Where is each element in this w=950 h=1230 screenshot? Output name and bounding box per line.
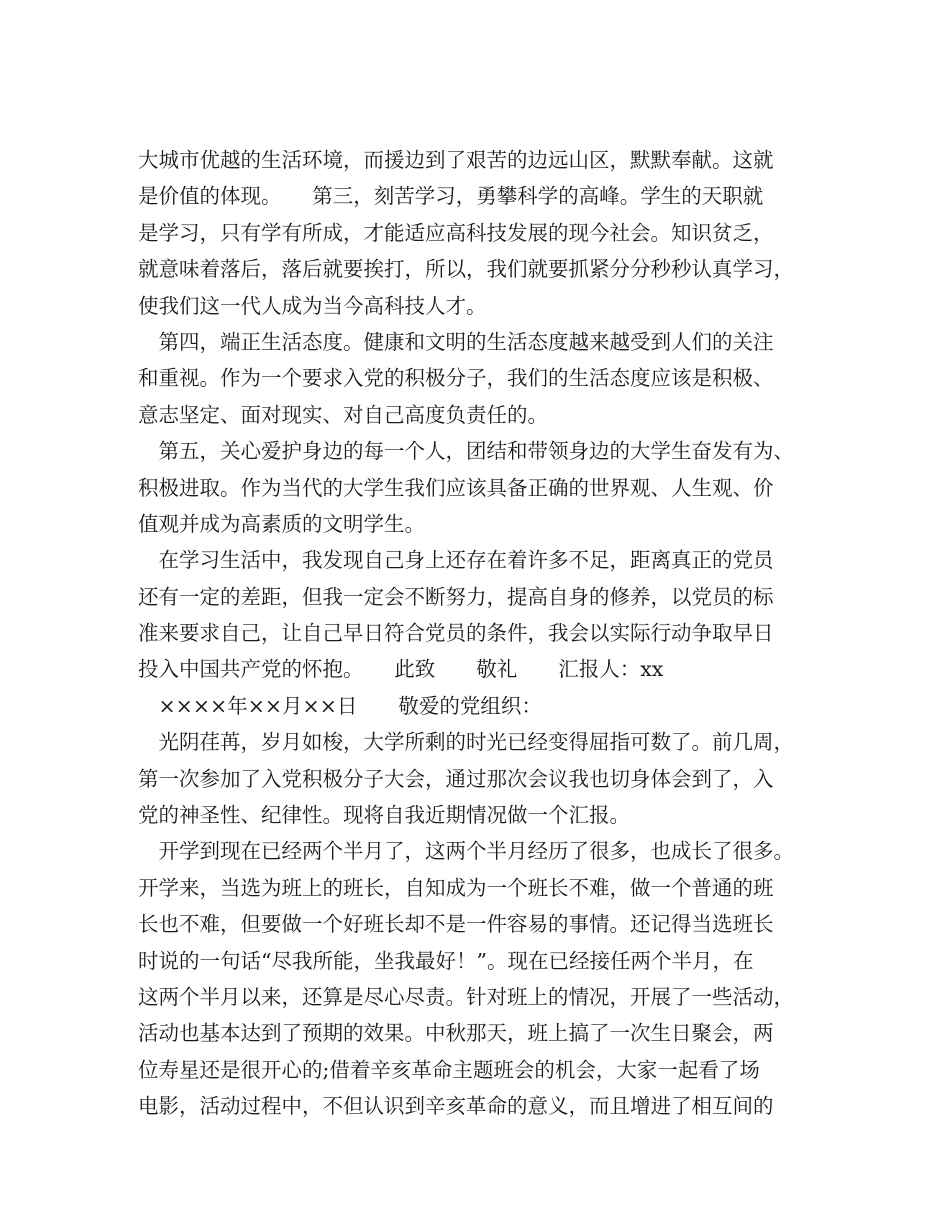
text-line: 时说的一句话“尽我所能，坐我最好！”。现在已经接任两个半月，在 (138, 948, 754, 973)
text-line: ××××年××月××日 敬爱的党组织： (138, 693, 542, 718)
text-line: 开学到现在已经两个半月了，这两个半月经历了很多，也成长了很多。 (138, 839, 794, 864)
text-line: 值观并成为高素质的文明学生。 (138, 511, 425, 536)
text-line: 是价值的体现。 第三，刻苦学习，勇攀科学的高峰。学生的天职就 (138, 184, 764, 209)
text-line: 电影，活动过程中，不但认识到辛亥革命的意义，而且增进了相互间的 (138, 1094, 774, 1119)
text-line: 和重视。作为一个要求入党的积极分子，我们的生活态度应该是积极、 (138, 366, 774, 391)
text-line: 党的神圣性、纪律性。现将自我近期情况做一个汇报。 (138, 803, 630, 828)
text-line: 是学习，只有学有所成，才能适应高科技发展的现今社会。知识贫乏， (138, 220, 774, 245)
text-line: 还有一定的差距，但我一定会不断努力，提高自身的修养，以党员的标 (138, 584, 774, 609)
text-line: 意志坚定、面对现实、对自己高度负责任的。 (138, 402, 548, 427)
text-line: 位寿星还是很开心的;借着辛亥革命主题班会的机会，大家一起看了场 (138, 1057, 760, 1082)
text-line: 长也不难，但要做一个好班长却不是一件容易的事情。还记得当选班长 (138, 912, 774, 937)
text-line: 准来要求自己，让自己早日符合党员的条件，我会以实际行动争取早日 (138, 621, 774, 646)
text-line: 第五，关心爱护身边的每一个人，团结和带领身边的大学生奋发有为、 (138, 439, 794, 464)
text-line: 活动也基本达到了预期的效果。中秋那天，班上搞了一次生日聚会，两 (138, 1021, 774, 1046)
text-line: 大城市优越的生活环境，而援边到了艰苦的边远山区，默默奉献。这就 (138, 148, 774, 172)
text-line: 第一次参加了入党积极分子大会，通过那次会议我也切身体会到了，入 (138, 766, 774, 791)
text-line: 光阴荏苒，岁月如梭，大学所剩的时光已经变得屈指可数了。前几周， (138, 730, 794, 755)
document-body (138, 142, 828, 1125)
text-line: 使我们这一代人成为当今高科技人才。 (138, 293, 487, 318)
text-line: 就意味着落后，落后就要挨打，所以，我们就要抓紧分分秒秒认真学习， (138, 257, 794, 282)
text-line: 在学习生活中，我发现自己身上还存在着许多不足，距离真正的党员 (138, 548, 774, 573)
text-line: 第四，端正生活态度。健康和文明的生活态度越来越受到人们的关注 (138, 329, 774, 354)
text-line: 开学来，当选为班上的班长，自知成为一个班长不难，做一个普通的班 (138, 875, 774, 900)
text-line: 积极进取。作为当代的大学生我们应该具备正确的世界观、人生观、价 (138, 475, 774, 500)
text-line: 投入中国共产党的怀抱。 此致 敬礼 汇报人：xx (138, 657, 664, 682)
text-line: 这两个半月以来，还算是尽心尽责。针对班上的情况，开展了一些活动， (138, 984, 794, 1009)
